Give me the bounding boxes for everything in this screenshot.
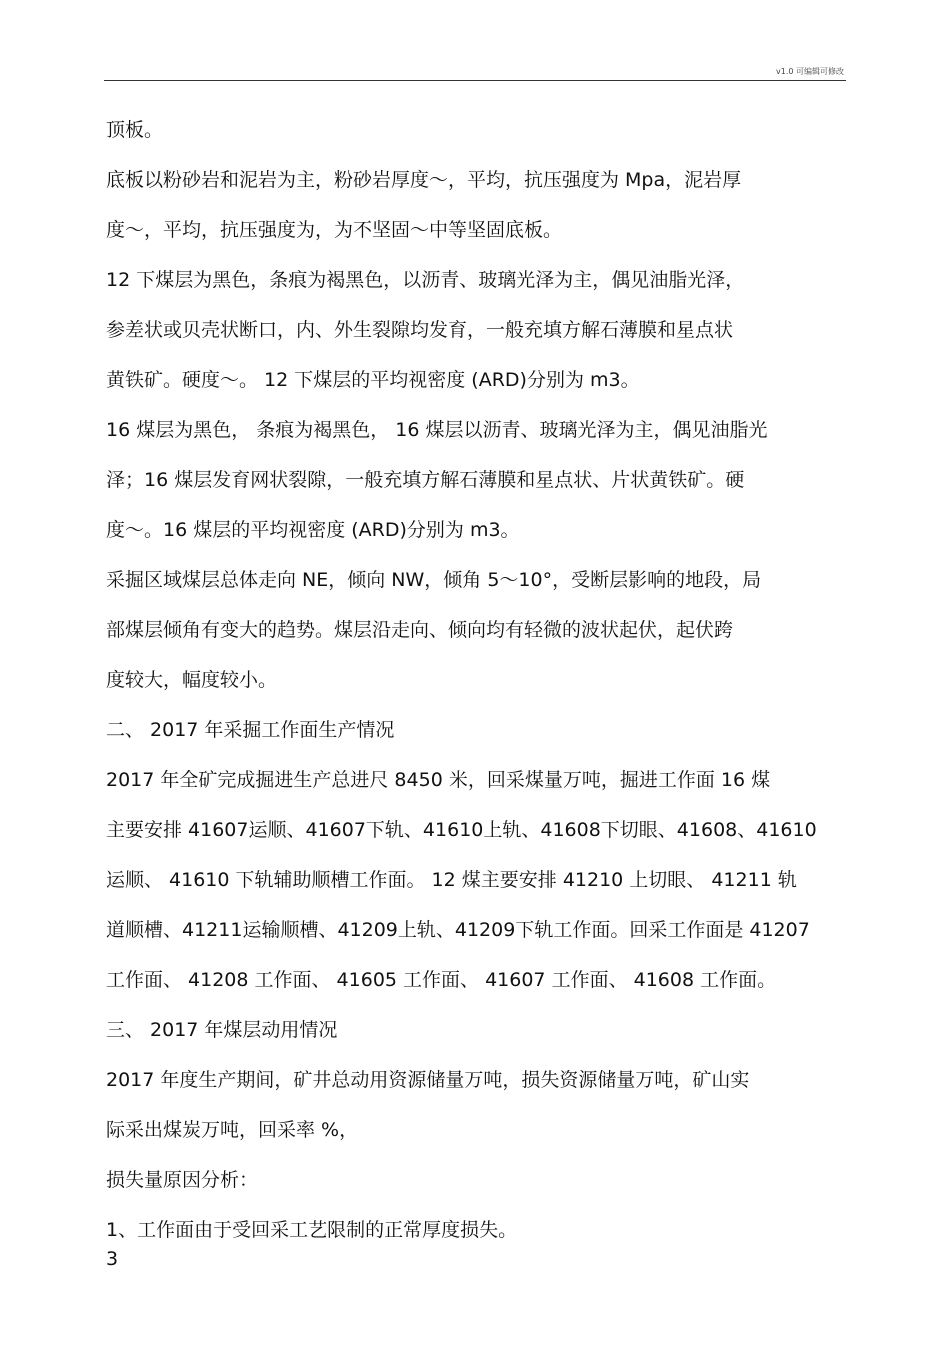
text-line: 1、工作面由于受回采工艺限制的正常厚度损失。 (106, 1219, 518, 1241)
text-line: 黄铁矿。硬度～。 12 下煤层的平均视密度 (ARD)分别为 m3。 (106, 369, 640, 391)
text-line: 度～。16 煤层的平均视密度 (ARD)分别为 m3。 (106, 519, 520, 541)
text-line: 泽；16 煤层发育网状裂隙，一般充填方解石薄膜和星点状、片状黄铁矿。硬 (106, 469, 745, 491)
text-line: 2017 年度生产期间，矿井总动用资源储量万吨，损失资源储量万吨，矿山实 (106, 1069, 750, 1091)
text-line: 主要安排 41607运顺、41607下轨、41610上轨、41608下切眼、41608、41610 (106, 819, 817, 841)
text-line: 12 下煤层为黑色，条痕为褐黑色，以沥青、玻璃光泽为主，偶见油脂光泽， (106, 269, 745, 291)
text-line: 道顺槽、41211运输顺槽、41209上轨、41209下轨工作面。回采工作面是 41207 (106, 919, 810, 941)
text-line: 损失量原因分析： (106, 1169, 259, 1191)
text-line: 部煤层倾角有变大的趋势。煤层沿走向、倾向均有轻微的波状起伏，起伏跨 (106, 619, 734, 641)
text-line: 度～，平均，抗压强度为，为不坚固～中等坚固底板。 (106, 219, 563, 241)
header-rule (104, 80, 846, 81)
text-line: 二、 2017 年采掘工作面生产情况 (106, 719, 395, 741)
text-line: 际采出煤炭万吨，回采率 %， (106, 1119, 359, 1141)
text-line: 采掘区域煤层总体走向 NE，倾向 NW，倾角 5～10°，受断层影响的地段，局 (106, 569, 762, 591)
page-number: 3 (106, 1248, 119, 1270)
header-note: v1.0 可编辑可修改 (776, 67, 844, 76)
text-line: 顶板。 (106, 119, 164, 141)
text-line: 参差状或贝壳状断口，内、外生裂隙均发育，一般充填方解石薄膜和星点状 (106, 319, 734, 341)
text-line: 运顺、 41610 下轨辅助顺槽工作面。 12 煤主要安排 41210 上切眼、 41211 轨 (106, 869, 797, 891)
text-line: 2017 年全矿完成掘进生产总进尺 8450 米，回采煤量万吨，掘进工作面 16 煤 (106, 769, 771, 791)
text-line: 三、 2017 年煤层动用情况 (106, 1019, 338, 1041)
text-line: 底板以粉砂岩和泥岩为主，粉砂岩厚度～，平均，抗压强度为 Mpa，泥岩厚 (106, 169, 742, 191)
text-line: 工作面、 41208 工作面、 41605 工作面、 41607 工作面、 41608 工作面。 (106, 969, 777, 991)
text-line: 16 煤层为黑色， 条痕为褐黑色， 16 煤层以沥青、玻璃光泽为主，偶见油脂光 (106, 419, 768, 441)
text-line: 度较大，幅度较小。 (106, 669, 278, 691)
